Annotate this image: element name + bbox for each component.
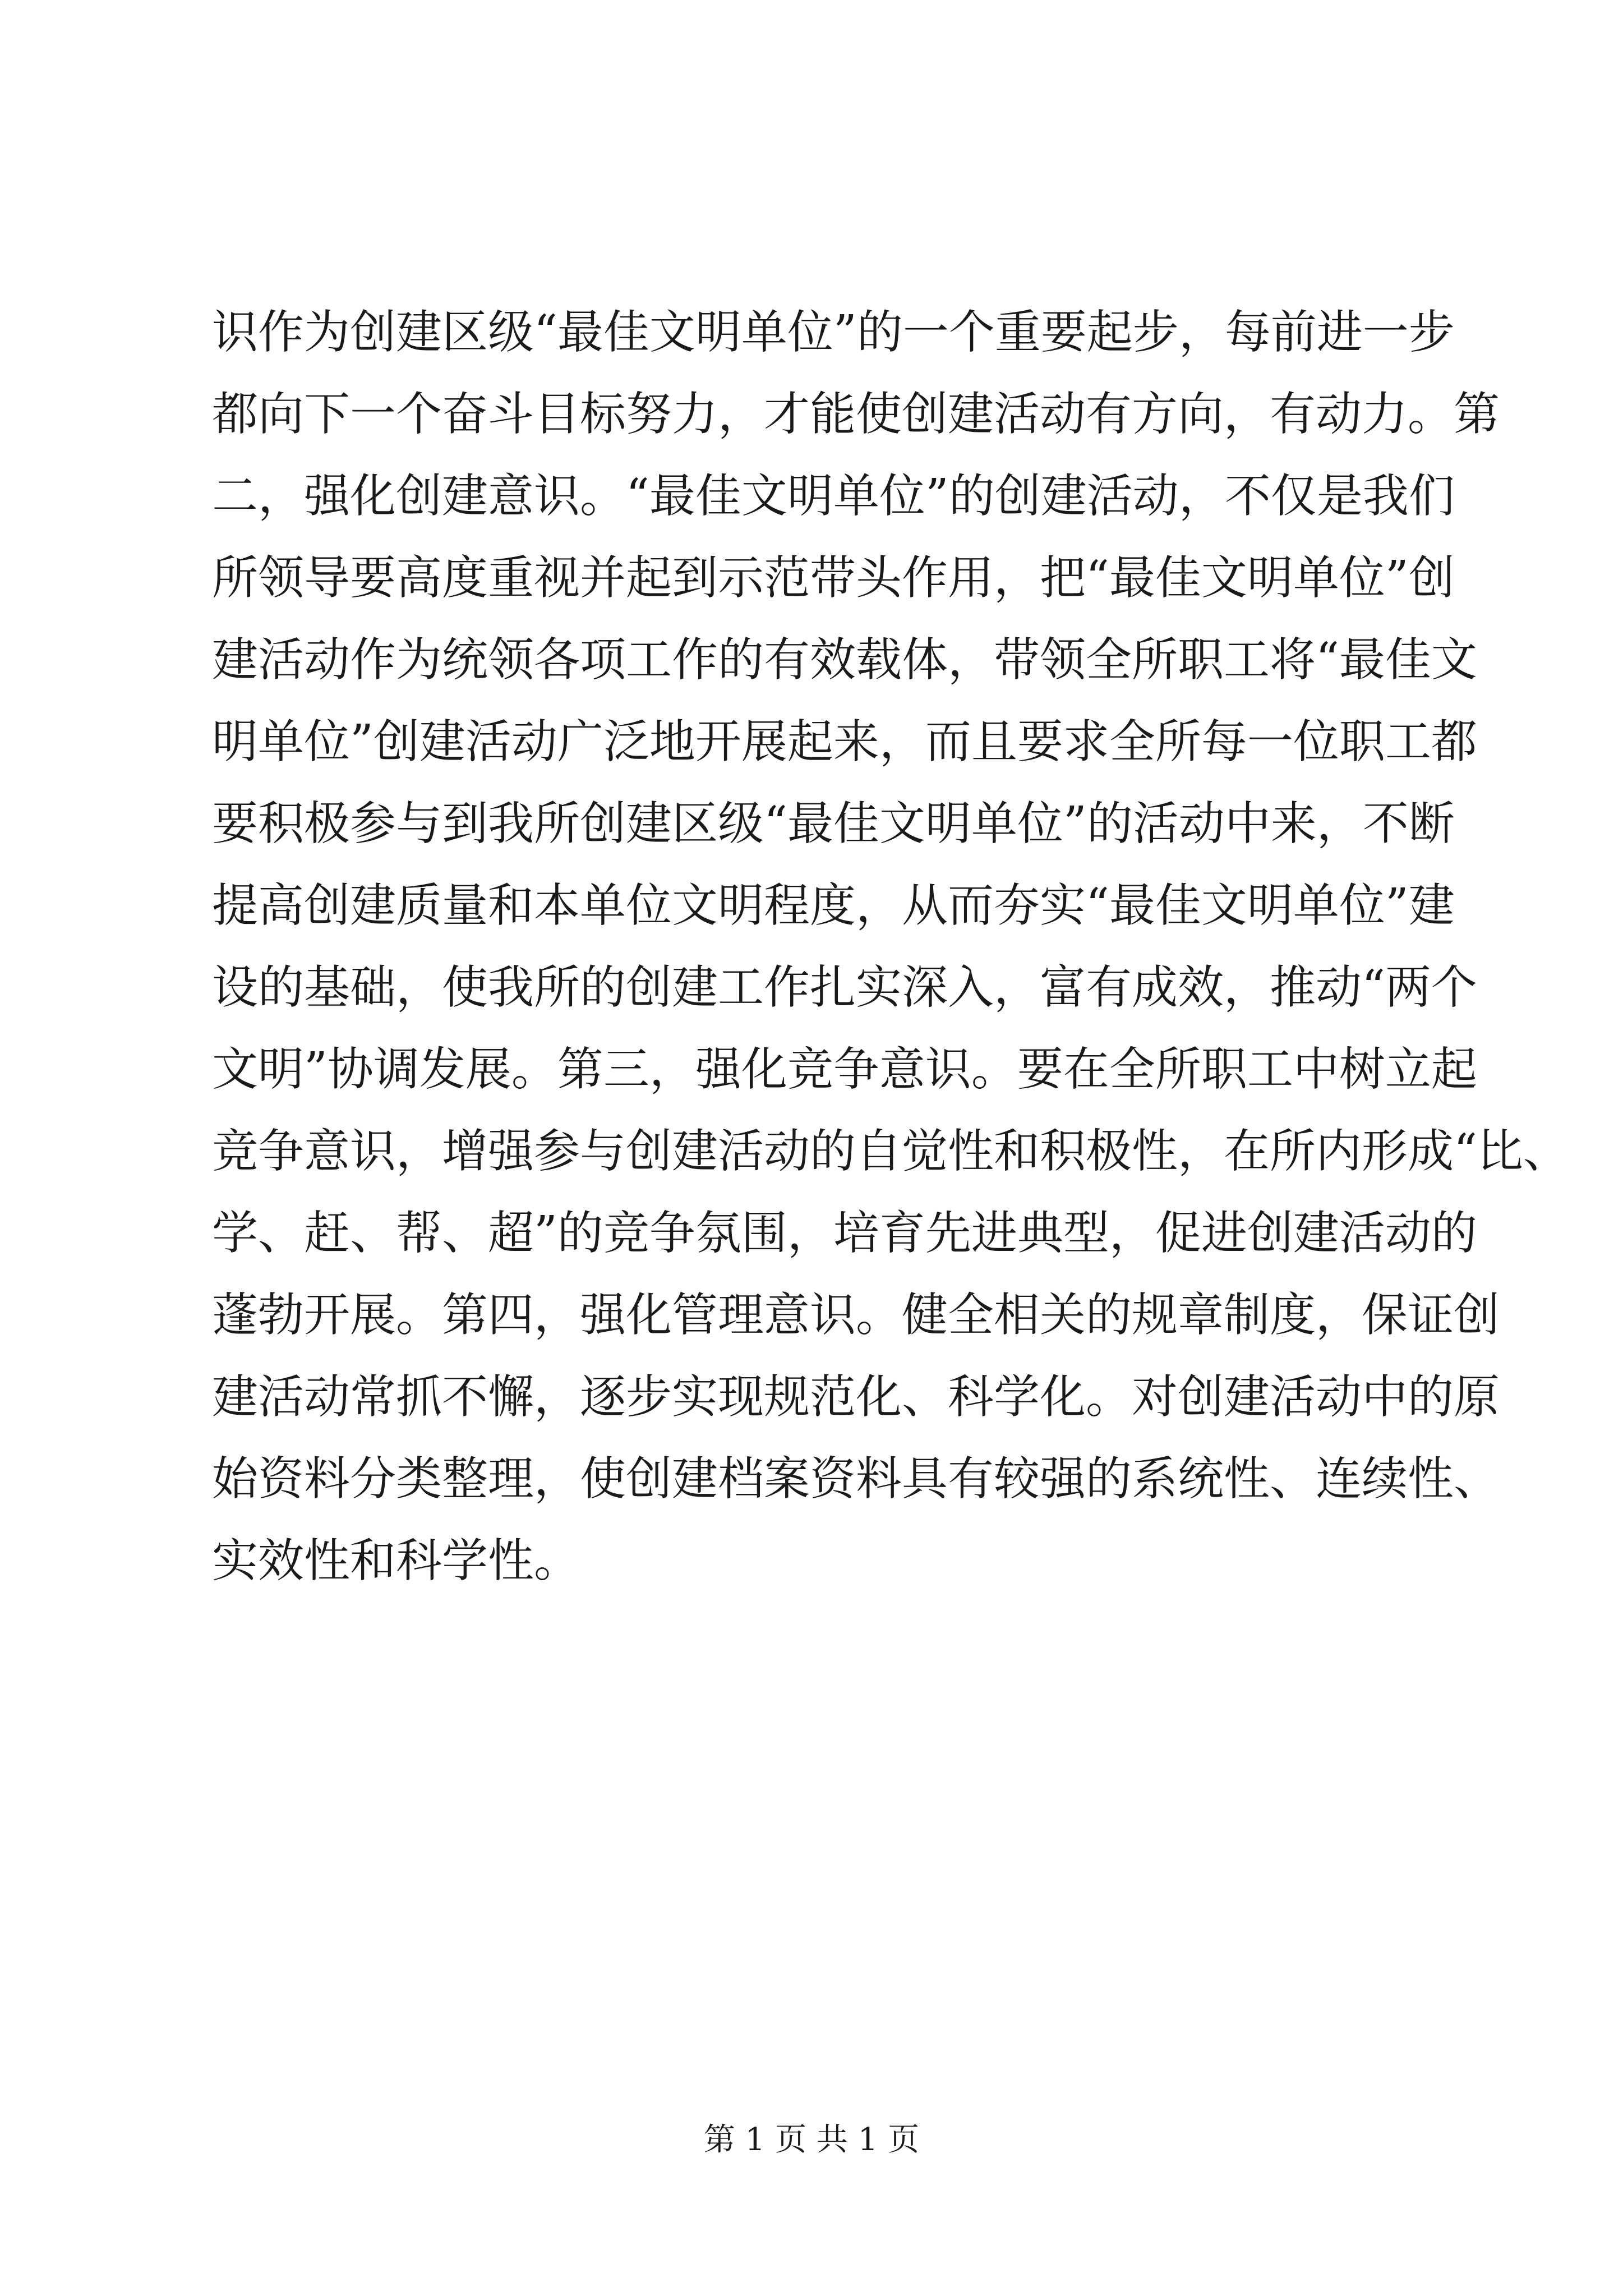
text-line: 实效性和科学性。 [212, 1534, 580, 1588]
text-line: 建活动常抓不懈，逐步实现规范化、科学化。对创建活动中的原 [212, 1370, 1500, 1424]
text-line: 要积极参与到我所创建区级“最佳文明单位”的活动中来，不断 [212, 797, 1455, 850]
text-line: 二，强化创建意识。“最佳文明单位”的创建活动，不仅是我们 [212, 470, 1455, 523]
text-line: 明单位”创建活动广泛地开展起来，而且要求全所每一位职工都 [212, 715, 1477, 769]
text-line: 竞争意识，增强参与创建活动的自觉性和积极性，在所内形成“比、 [212, 1125, 1569, 1178]
text-line: 始资料分类整理，使创建档案资料具有较强的系统性、连续性、 [212, 1452, 1500, 1506]
text-line: 学、赶、帮、超”的竞争氛围，培育先进典型，促进创建活动的 [212, 1207, 1477, 1260]
text-line: 提高创建质量和本单位文明程度，从而夯实“最佳文明单位”建 [212, 879, 1455, 932]
text-line: 所领导要高度重视并起到示范带头作用，把“最佳文明单位”创 [212, 551, 1455, 605]
body-paragraph [212, 292, 1569, 1602]
page-number-label: 第 1 页 共 1 页 [703, 2122, 920, 2158]
text-line: 设的基础，使我所的创建工作扎实深入，富有成效，推动“两个 [212, 961, 1477, 1014]
text-line: 文明”协调发展。第三，强化竞争意识。要在全所职工中树立起 [212, 1043, 1477, 1096]
text-line: 建活动作为统领各项工作的有效载体，带领全所职工将“最佳文 [212, 633, 1477, 687]
text-line: 都向下一个奋斗目标努力，才能使创建活动有方向，有动力。第 [212, 388, 1500, 441]
page-footer [0, 2120, 1623, 2160]
text-line: 识作为创建区级“最佳文明单位”的一个重要起步，每前进一步 [212, 306, 1455, 359]
text-line: 蓬勃开展。第四，强化管理意识。健全相关的规章制度，保证创 [212, 1289, 1500, 1342]
